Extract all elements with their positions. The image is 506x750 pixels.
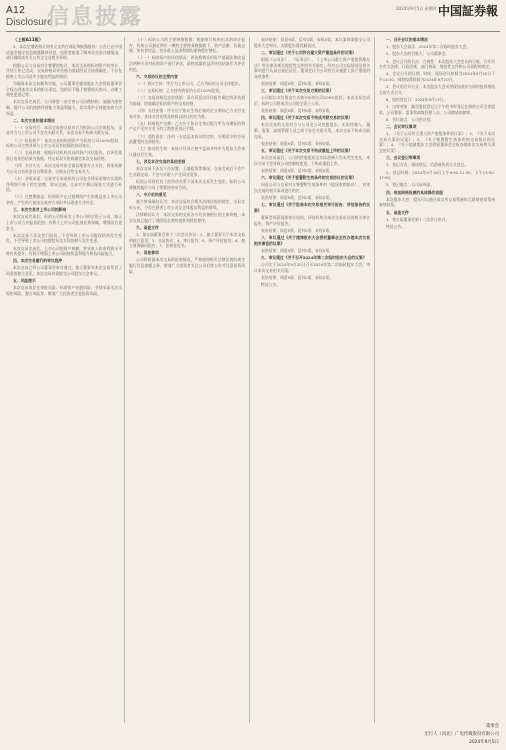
column-divider bbox=[124, 37, 125, 723]
paragraph: 2、登记时间：2024年9月18日上午9:00-11:30，下午13:30-17:00。 bbox=[379, 169, 495, 181]
paragraph: （四）支付安排：甲方应于协议生效后按约定分期向乙方支付交易对价，具体支付比例及时间以协议约定为准。 bbox=[129, 108, 245, 119]
paragraph: 特此公告。 bbox=[261, 282, 280, 288]
paragraph: 表决结果：同意9票，反对0票，弃权0票。 bbox=[261, 195, 333, 201]
column-3 bbox=[254, 37, 370, 723]
subheading: 七、涉及本次交易的其他安排 bbox=[136, 159, 186, 165]
paragraph: 3、会议召开的合法、合规性：本次股东大会会议的召集、召开符合有关法律、行政法规、部门规章、规范性文件和公司章程的规定。 bbox=[379, 58, 495, 70]
section-title: 信息披露 bbox=[47, 4, 144, 30]
column-4 bbox=[379, 37, 495, 721]
paragraph: 公司拟以支付现金方式购买标的公司100%股权，本次交易完成后，标的公司将成为公司的全资子公司。 bbox=[254, 95, 370, 106]
paragraph: 根据公司与交易对方签署的协议，本次交易的标的资产的审计、评估工作已完成，交易价格以评估值为基础经双方协商确定，不存在损害上市公司及中小股东利益的情形。 bbox=[6, 62, 122, 79]
paragraph: 根据《公司法》、《证券法》、《上市公司重大资产重组管理办法》等法律法规及规范性文件的有关规定，经对公司实际情况及相关事项进行认真自查论证后，董事会认为公司符合实施重大资产重组的各项条件。 bbox=[254, 56, 370, 79]
paragraph: 本次交易前后，公司的控股股东及实际控制人均未发生变化，本次交易不会导致公司控制权变更，不构成重组上市。 bbox=[254, 155, 370, 166]
section-name-en: Disclosure bbox=[6, 17, 53, 28]
issue-date-meta: 2024年9月5日 星期四 bbox=[396, 6, 437, 11]
subheading: 三、审议通过《关于本次交易方案的议案》 bbox=[261, 88, 334, 94]
paragraph: （二）交易标的：乙方持有的标的公司100%股权。 bbox=[136, 88, 223, 94]
paragraph: 为确保本次交易顺利实施，公司董事会提请股东大会授权董事会全权办理本次交易的相关事宜，包括但不限于签署相关协议、办理工商变更登记等。 bbox=[6, 80, 122, 98]
page-number: A12 bbox=[6, 5, 26, 16]
paragraph: 1、《关于公司符合重大资产重组条件的议案》；2、《关于本次交易方案的议案》；3、《关于签署附生效条件的交易协议的议案》；4、《关于提请股东大会授权董事会全权办理本次交易相关事宜的议案》。 bbox=[379, 131, 495, 154]
subheading: 四、本次交易履行的审议程序 bbox=[13, 258, 63, 264]
subheading: 六、交易协议的主要内容 bbox=[136, 73, 178, 79]
paragraph: 本次交易完成后，上市公司的资产规模、营业收入和净利润水平将有所提升，有利于增强上市公司的持续盈利能力和抗风险能力。 bbox=[6, 245, 122, 257]
subheading: 九、审议通过《关于召开2024年第二次临时股东大会的议案》 bbox=[261, 255, 367, 261]
paragraph: 5、会议的召开方式：本次股东大会采用现场表决与网络投票相结合的方式召开。 bbox=[379, 84, 495, 95]
paragraph: 独立财务顾问认为：本次交易符合相关法律法规的规定，交易定价公允，不存在损害上市公司及全体股东利益的情形。 bbox=[129, 199, 245, 210]
paragraph: 表决结果：同意9票，反对0票，弃权0票。 bbox=[261, 275, 333, 281]
paragraph: （三）交易价格：根据评估机构出具的资产评估报告，以评估基准日的评估结果为依据，经交易双方协商确定本次交易价格。 bbox=[6, 150, 122, 162]
paragraph: 同意公司与交易对方签署附生效条件的《股权收购协议》，对本次交易的相关事项进行约定。 bbox=[254, 182, 370, 193]
subheading: 六、审议通过《关于签署附生效条件的交易协议的议案》 bbox=[261, 175, 356, 181]
paragraph: 本次交易已经公司董事会审议通过，独立董事对本次交易发表了同意的独立意见，本次交易尚需提交公司股东大会审议。 bbox=[6, 265, 122, 277]
subheading: 五、风险提示 bbox=[13, 278, 36, 284]
paragraph: 表决结果：同意9票，反对0票，弃权0票。 bbox=[261, 80, 333, 86]
paragraph: 表决结果：同意9票，反对0票，弃权0票。本议案尚需提交公司股东大会审议，关联股东需回避表决。 bbox=[254, 37, 370, 48]
column-2 bbox=[129, 37, 245, 723]
page-header bbox=[0, 0, 506, 32]
paragraph: 1、股东大会届次：2024年第二次临时股东大会。 bbox=[386, 44, 471, 50]
column-divider bbox=[249, 37, 250, 723]
paragraph: （一）交易对方：本次交易的交易对方为标的公司全体股东，交易对方与上市公司不存在关联关系，本次交易不构成关联交易。 bbox=[6, 124, 122, 136]
paragraph: 表决结果：同意9票，反对0票，弃权0票。 bbox=[261, 168, 333, 173]
paragraph: （二）标的资产：本次交易的标的资产为标的公司100%股权，标的公司主营业务与上市公司具有较强的协同效应。 bbox=[6, 137, 122, 149]
subheading: 十、其他事项 bbox=[136, 250, 159, 256]
subheading: 二、本次交易的基本情况 bbox=[13, 117, 55, 123]
paragraph: 1、第五届董事会第十二次会议决议。 bbox=[386, 216, 450, 222]
paragraph: 公司将根据本次交易的进展情况，严格按照相关法律法规的规定履行信息披露义务，敬请广大投资者关注公司后续公告并注意投资风险。 bbox=[129, 257, 245, 274]
paragraph: 5、本次定增收购计划书全文所在网址和披露报纸：公告已在中国证监会指定信息披露媒体刊登，投资者如需了解本次交易详细情况，请仔细阅读有关公告全文及相关资料。 bbox=[6, 44, 122, 61]
paragraph: 表决结果：同意9票，反对0票，弃权0票。 bbox=[261, 108, 333, 114]
subheading: 九、备查文件 bbox=[136, 224, 159, 230]
signature-company: 宏行人（河北）广电传媒股份有限公司 bbox=[424, 732, 499, 737]
paragraph: （十一）标的资产的评估情况：评估机构采用资产基础法和收益法两种方法对标的资产进行评估，最终选取收益法评估结果作为评估结论。 bbox=[129, 55, 245, 72]
continued-note: （上接A11版） bbox=[13, 37, 44, 42]
column-divider bbox=[374, 37, 375, 723]
paragraph: 标的公司现有员工的劳动关系不因本次交易发生变化，标的公司将继续履行与员工签署的劳动合同。 bbox=[129, 179, 245, 190]
subheading: 七、审议通过《关于批准本次交易相关审计报告、评估报告的议案》 bbox=[254, 202, 370, 213]
paragraph: 董事会同意批准审计机构、评估机构为本次交易出具的相关审计报告、资产评估报告。 bbox=[254, 215, 370, 226]
paragraph: 1、第五届董事会第十二次会议决议；2、独立董事关于本次交易的独立意见；3、交易协议；4、审计报告；5、资产评估报告；6、独立财务顾问报告；7、法律意见书。 bbox=[129, 231, 245, 249]
subheading: 三、会议登记等事项 bbox=[386, 155, 421, 161]
paragraph: （一）协议主体：甲方为上市公司，乙方为标的公司全体股东。 bbox=[136, 80, 243, 86]
paragraph: 本次股东大会，股东可以通过深交所交易系统和互联网投票系统参加投票。 bbox=[379, 196, 495, 208]
signature-board: 董事会 bbox=[485, 724, 499, 729]
signature-date: 2024年9月5日 bbox=[469, 740, 499, 745]
paragraph: （五）标的资产交割：乙方应于协议生效后配合甲方办理标的资产过户至甲方名下的工商变更登记手续。 bbox=[129, 120, 245, 132]
newspaper-masthead: 中国証券報 bbox=[437, 4, 498, 18]
paragraph: 本次交易完成后，标的公司将成为上市公司的全资子公司，纳入上市公司合并报表范围，有利于上市公司拓展业务领域，增强综合竞争力。 bbox=[6, 214, 122, 231]
paragraph: （三）交易价格及定价依据：双方同意以评估报告确定的评估值为基础，协商确定标的资产的交易价格。 bbox=[129, 95, 245, 106]
paragraph: 法律顾问认为：本次交易的交易各方均具备相应的主体资格，本次交易已履行了现阶段必要的批准和授权程序。 bbox=[129, 211, 245, 223]
paragraph: （十）标的公司的主要财务数据：根据审计机构出具的审计报告，标的公司最近两年一期的主要财务数据如下，资产总额、负债总额、所有者权益、营业收入及净利润均保持稳定增长。 bbox=[129, 37, 245, 54]
paragraph: 本次交易完成后，公司将进一步完善公司治理结构，加强内部控制，提升公司的持续经营能力和盈利能力，切实维护全体股东的合法权益。 bbox=[6, 99, 122, 116]
subheading: 五、审议通过《关于本次交易不构成重组上市的议案》 bbox=[261, 148, 353, 154]
paragraph: （四）支付方式：本次交易对价全部以现金方式支付，资金来源为公司自有资金及自筹资金，分期支付给交易对方。 bbox=[6, 163, 122, 174]
subheading: 四、审议通过《关于本次交易不构成关联交易的议案》 bbox=[261, 115, 353, 121]
header-rule bbox=[6, 31, 500, 32]
paragraph: 表决结果：同意9票，反对0票，弃权0票。 bbox=[261, 227, 333, 233]
paragraph: 表决结果：同意9票，反对0票，弃权0票。 bbox=[261, 247, 333, 253]
paragraph: 本次交易的交易对方与公司及公司控股股东、实际控制人、董事、监事、高级管理人员之间不存在关联关系，本次交易不构成关联交易。 bbox=[254, 122, 370, 139]
column-1 bbox=[6, 37, 122, 723]
subheading: 三、本次交易对上市公司的影响 bbox=[13, 207, 67, 213]
paragraph: 2、股东大会的召集人：公司董事会。 bbox=[386, 51, 450, 57]
paragraph: 本次交易尚存在审批风险、标的资产估值风险、业绩承诺无法实现的风险、整合风险等，敬请广大投资者注意投资风险。 bbox=[6, 285, 122, 297]
subheading: 八、中介机构意见 bbox=[136, 191, 167, 197]
paragraph: 4、会议召开的日期、时间：现场会议时间为2024年9月20日下午14:30；网络投票时间为2024年9月20日。 bbox=[379, 71, 495, 82]
paragraph: 本次交易不涉及发行股份，不会导致上市公司股权结构发生变化，不会导致上市公司控股股东及实际控制人发生变更。 bbox=[6, 232, 122, 244]
paragraph: 本次交易不涉及人员安置、土地租赁等情况，交易完成后不会产生关联交易，不会与关联人产生同业竞争。 bbox=[129, 166, 245, 177]
subheading: 一、召开会议的基本情况 bbox=[386, 37, 428, 42]
paragraph: 特此公告。 bbox=[386, 223, 405, 229]
subheading: 二、会议审议事项 bbox=[386, 124, 417, 130]
subheading: 四、参加网络投票的具体操作流程 bbox=[386, 189, 443, 195]
subheading: 五、备查文件 bbox=[386, 209, 409, 215]
paragraph: 表决结果：同意9票，反对0票，弃权0票。 bbox=[261, 140, 333, 146]
paragraph: 1、登记方式：现场登记、信函或传真方式登记。 bbox=[386, 162, 469, 168]
paragraph: （七）协议的生效：本协议经双方签字盖章并经甲方股东大会审议通过后生效。 bbox=[129, 146, 245, 158]
paragraph: 3、登记地点：公司证券部。 bbox=[386, 182, 434, 188]
paragraph: 公司定于2024年9月20日召开2024年第二次临时股东大会，审议本次交易相关议案。 bbox=[254, 262, 370, 273]
paragraph: （六）过渡期损益：标的资产在过渡期间产生的收益由上市公司享有，产生的亏损由交易对方承担并以现金方式补足。 bbox=[6, 194, 122, 205]
paragraph: 6、股权登记日：2024年9月13日。 bbox=[386, 96, 448, 102]
paragraph: 8、会议地点：公司会议室。 bbox=[386, 116, 434, 122]
subheading: 八、审议通过《关于提请股东大会授权董事会全权办理本次交易相关事宜的议案》 bbox=[254, 235, 370, 246]
paragraph: 7、出席对象：截至股权登记日下午收市时登记在册的公司全体股东，公司董事、监事和高级管理人员，公司聘请的律师。 bbox=[379, 104, 495, 115]
subheading: 二、审议通过《关于公司符合重大资产重组条件的议案》 bbox=[261, 49, 356, 55]
paragraph: （五）业绩承诺：交易对方承诺标的公司在业绩承诺期内实现的净利润不低于约定金额，如未达到，交易对方将以现金方式进行补偿。 bbox=[6, 176, 122, 193]
paragraph: （六）违约责任：任何一方违反本协议约定的，应赔偿守约方因此遭受的全部损失。 bbox=[129, 133, 245, 145]
